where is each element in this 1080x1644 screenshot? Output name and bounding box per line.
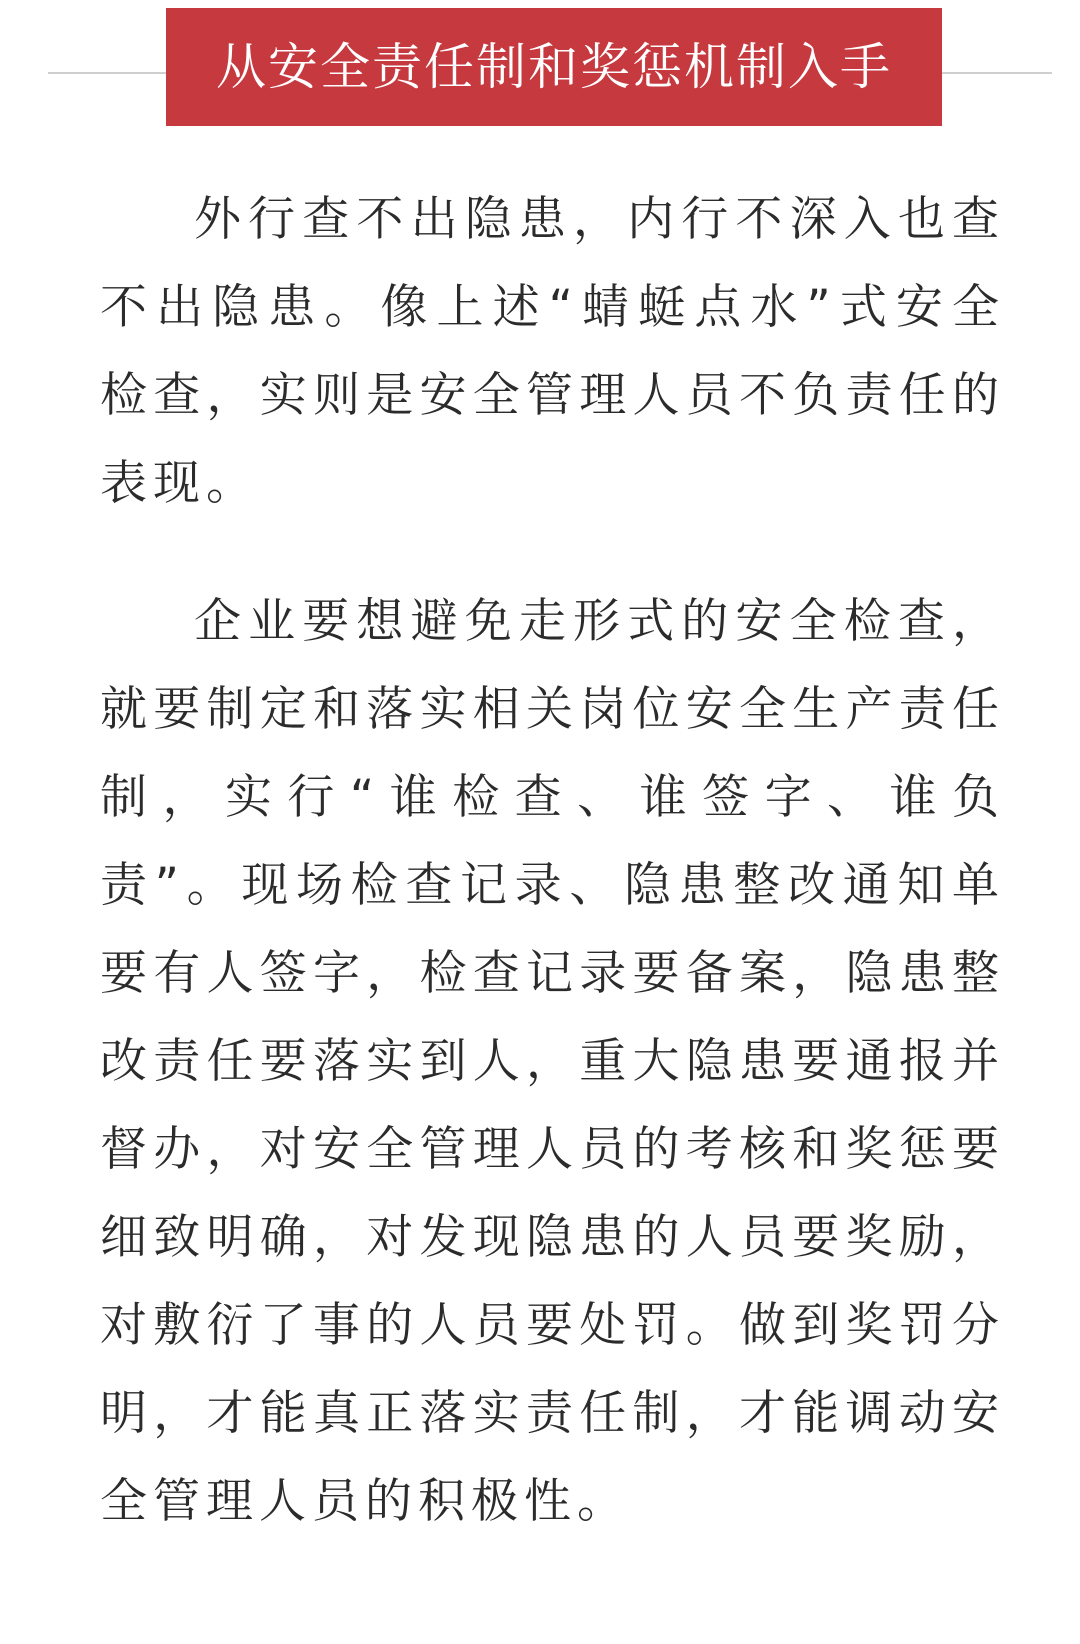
section-header [0, 0, 1080, 135]
header-rule-right [942, 72, 1052, 74]
article-body [100, 176, 1005, 1546]
paragraph-2: 企业要想避免走形式的安全检查，就要制定和落实相关岗位安全生产责任制，实行“谁检查、谁签字、谁负责”。现场检查记录、隐患整改通知单要有人签字，检查记录要备案，隐患整改责任要落实到人，重大隐患要通报并督办，对安全管理人员的考核和奖惩要细致明确，对发现隐患的人员要奖励，对敷衍了事的人员要处罚。做到奖罚分明，才能真正落实责任制，才能调动安全管理人员的积极性。 [100, 594, 1005, 1529]
paragraph-1: 外行查不出隐患，内行不深入也查不出隐患。像上述“蜻蜓点水”式安全检查，实则是安全管理人员不负责任的表现。 [100, 192, 1005, 511]
header-rule-left [48, 72, 168, 74]
section-title: 从安全责任制和奖惩机制入手 [216, 38, 892, 96]
section-title-box [166, 8, 942, 126]
